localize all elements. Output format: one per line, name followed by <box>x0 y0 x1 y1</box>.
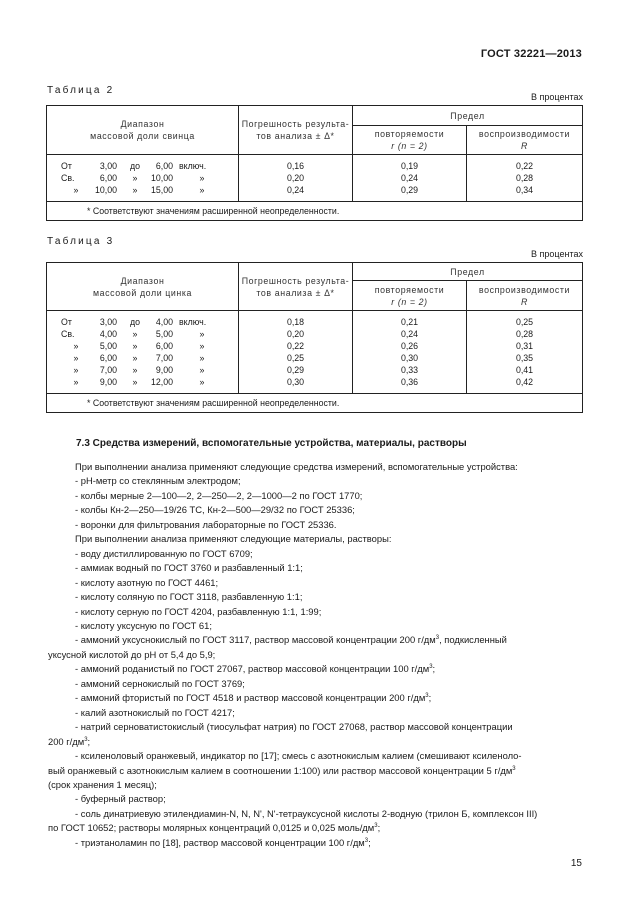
table2-limit-header: Предел <box>353 106 583 126</box>
body-line: - натрий серноватистокислый (тиосульфат натрия) по ГОСТ 27068, раствор массовой концентрации <box>75 721 513 733</box>
table2-range-header: Диапазон массовой доли свинца <box>47 106 239 155</box>
body-line: - соль динатриевую этилендиамин-N, N, N', N'-тетрауксусной кислоты 2-водную (трилон Б, комплексон III) <box>75 807 538 819</box>
body-line: - аммиак водный по ГОСТ 3760 и разбавленный 1:1; <box>75 562 303 574</box>
body-line: - аммоний роданистый по ГОСТ 27067, раствор массовой концентрации 100 $г/дм^3$; <box>75 663 436 675</box>
body-line: - буферный раствор; <box>75 793 166 805</box>
table3-caption: Таблица 3 <box>47 236 115 247</box>
table2-ranges: От 3,00 до 6,00 включ. Св. 6,00 » 10,00 » » 10,00 » 15,00 » <box>47 155 239 202</box>
section-heading: 7.3 Средства измерений, вспомогательные устройства, материалы, растворы <box>76 438 467 449</box>
body-line: вый оранжевый с азотнокислым калием в соотношении 1:100) или раствор массовой концентрации 5 $г/дм^3$ <box>48 764 516 776</box>
page-number: 15 <box>570 858 582 869</box>
body-line: - воронки для фильтрования лабораторные по ГОСТ 25336. <box>75 518 337 530</box>
table2 <box>46 105 583 221</box>
table2-error-header: Погрешность результа- тов анализа ± Δ* <box>239 106 353 155</box>
table2-unit: В процентах <box>531 92 583 102</box>
table3-range-header: Диапазон массовой доли цинка <box>47 263 239 311</box>
body-line: уксусной кислотой до pH от 5,4 до 5,9; <box>48 648 216 660</box>
body-line: При выполнении анализа применяют следующие средства измерений, вспомогательные устройства: <box>75 461 518 472</box>
body-line: - аммоний фтористый по ГОСТ 4518 и раствор массовой концентрации 200 $г/дм^3$; <box>75 692 432 704</box>
table3-reprod-values: 0,25 0,28 0,31 0,35 0,41 0,42 <box>467 311 583 394</box>
body-line: - аммоний сернокислый по ГОСТ 3769; <box>75 677 245 689</box>
body-line: - кислоту уксусную по ГОСТ 61; <box>75 619 212 631</box>
body-line: - pH-метр со стеклянным электродом; <box>75 475 241 487</box>
body-line: - колбы мерные 2—100—2, 2—250—2, 2—1000—2 по ГОСТ 1770; <box>75 489 363 501</box>
section-body <box>48 460 583 850</box>
table3-repeat-header: повторяемости r (n = 2) <box>353 281 467 311</box>
body-line: При выполнении анализа применяют следующие материалы, растворы: <box>75 533 392 545</box>
body-line: - колбы Кн-2—250—19/26 ТС, Кн-2—500—29/32 по ГОСТ 25336; <box>75 504 355 516</box>
table3-error-values: 0,18 0,20 0,22 0,25 0,29 0,30 <box>239 311 353 394</box>
table2-reprod-values: 0,22 0,28 0,34 <box>467 155 583 202</box>
body-line: - ксиленоловый оранжевый, индикатор по [17]; смесь с азотнокислым калием (смешивают ксиленоло- <box>75 750 522 762</box>
table3-limit-header: Предел <box>353 263 583 281</box>
table2-error-values: 0,16 0,20 0,24 <box>239 155 353 202</box>
table2-reprod-header: воспроизводимости R <box>467 126 583 155</box>
body-line: - кислоту серную по ГОСТ 4204, разбавленную 1:1, 1:99; <box>75 605 322 617</box>
body-line: - кислоту азотную по ГОСТ 4461; <box>75 576 219 588</box>
table3-repeat-values: 0,21 0,24 0,26 0,30 0,33 0,36 <box>353 311 467 394</box>
body-line: - аммоний уксуснокислый по ГОСТ 3117, раствор массовой концентрации 200 $г/дм^3$, подкисленный <box>75 634 507 646</box>
table3-error-header: Погрешность результа- тов анализа ± Δ* <box>239 263 353 311</box>
body-line: по ГОСТ 10652; растворы молярных концентраций 0,0125 и 0,025 моль/$дм^3$; <box>48 822 381 834</box>
table3-footnote: * Соответствуют значениям расширенной неопределенности. <box>47 394 583 413</box>
body-line: (срок хранения 1 месяц); <box>48 778 157 790</box>
table2-caption: Таблица 2 <box>47 85 115 96</box>
standard-number: ГОСТ 32221—2013 <box>480 48 582 60</box>
body-line: 200 $г/дм^3$; <box>48 735 91 747</box>
body-line: - воду дистиллированную по ГОСТ 6709; <box>75 547 253 559</box>
body-line: - калий азотнокислый по ГОСТ 4217; <box>75 706 235 718</box>
table3-reprod-header: воспроизводимости R <box>467 281 583 311</box>
table3 <box>46 262 583 413</box>
body-line: - кислоту соляную по ГОСТ 3118, разбавленную 1:1; <box>75 591 303 603</box>
body-line: - триэтаноламин по [18], раствор массовой концентрации 100 $г/дм^3$; <box>75 836 371 848</box>
table3-ranges: От 3,00 до 4,00 включ. Св. 4,00 » 5,00 » » 5,00 » 6,00 » » 6,00 » 7,00 » » 7,00 » 9,00 » » 9,00 » 12,00 » <box>47 311 239 394</box>
table3-unit: В процентах <box>531 249 583 259</box>
table2-footnote: * Соответствуют значениям расширенной неопределенности. <box>47 202 583 221</box>
table2-repeat-values: 0,19 0,24 0,29 <box>353 155 467 202</box>
table2-repeat-header: повторяемости r (n = 2) <box>353 126 467 155</box>
